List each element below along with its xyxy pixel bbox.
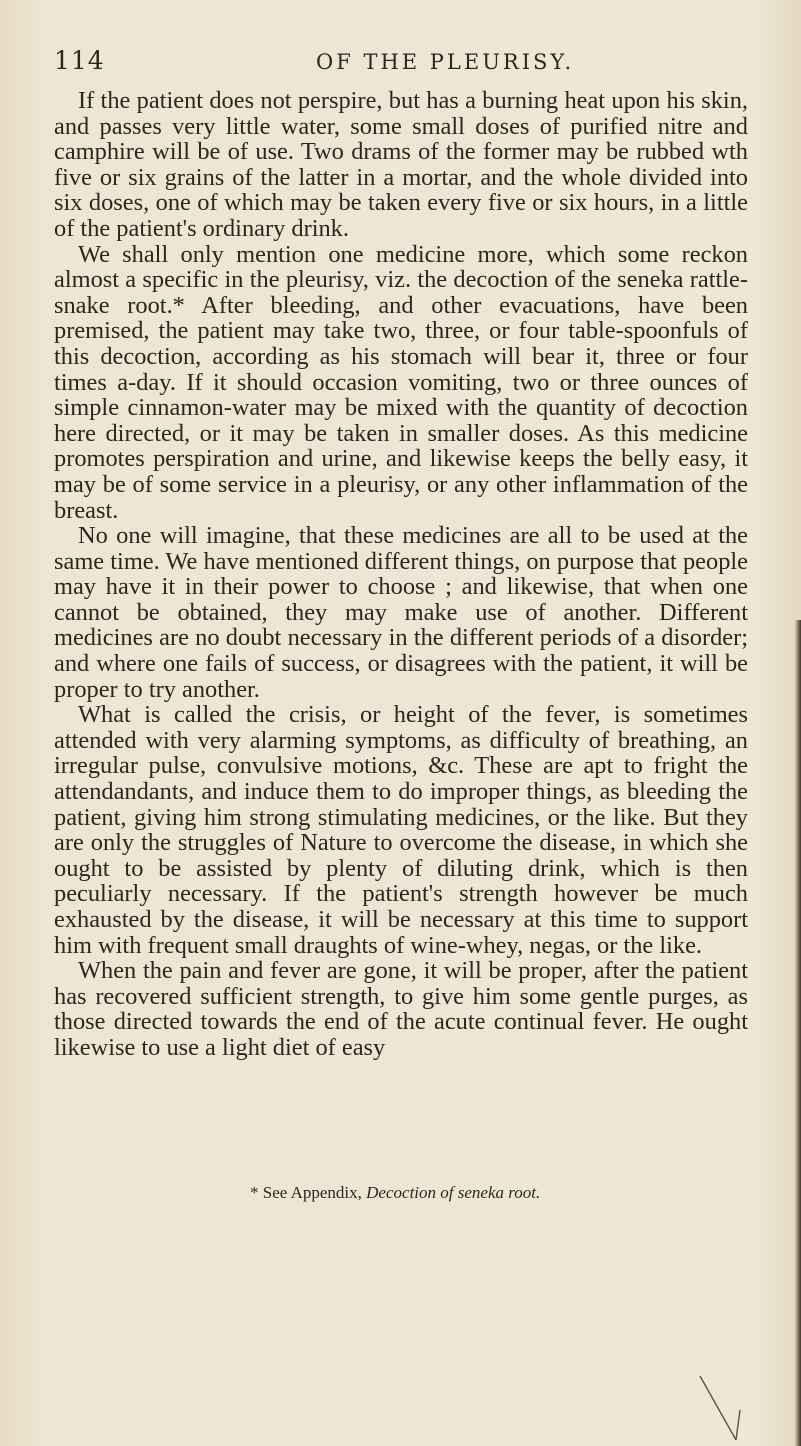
page-header [54,46,761,82]
footnote [250,1183,540,1203]
page-number: 114 [54,46,105,75]
paragraph: If the patient does not perspire, but has a burning heat upon his skin, and passes very little water, some small doses of purified nitre and camphire will be of use. Two drams of the former may be rubbed wth five or six grains of the latter in a mortar, and the whole divided into six doses, one of which may be taken every five or six hours, in a little of the patient's ordinary drink. [54,87,748,242]
footnote-prefix: * See Appendix, [250,1183,362,1202]
running-head: OF THE PLEURISY. [316,50,575,74]
page-scratch-mark [690,1370,750,1446]
paragraph: We shall only mention one medicine more, which some reckon almost a specific in the pleurisy, viz. the decoction of the seneka rattle-snake root.* After bleeding, and other evacuations, have been premised, the patient may take two, three, or four table-spoonfuls of this decoction, according as his stomach will bear it, three or four times a-day. If it should occasion vomiting, two or three ounces of simple cinnamon-water may be mixed with the quantity of decoction here directed, or it may be taken in smaller doses. As this medicine promotes perspiration and urine, and likewise keeps the belly easy, it may be of some service in a pleurisy, or any other inflammation of the breast. [54,240,748,524]
footnote-title: Decoction of seneka root. [366,1183,541,1202]
body-text [54,88,748,1061]
page-edge-shadow [795,620,801,1446]
paragraph: No one will imagine, that these medicines are all to be used at the same time. We have mentioned different things, on purpose that people may have it in their power to choose ; and likewise, that when one cannot be obtained, they may make use of another. Different medicines are no doubt necessary in the different periods of a disorder; and where one fails of success, or disagrees with the patient, it will be proper to try another. [54,522,748,703]
paragraph: What is called the crisis, or height of the fever, is sometimes attended with very alarming symptoms, as difficulty of breathing, an irregular pulse, convulsive motions, &c. These are apt to fright the attendandants, and induce them to do improper things, as bleeding the patient, giving him strong stimulating medicines, or the like. But they are only the struggles of Nature to overcome the disease, in which she ought to be assisted by plenty of diluting drink, which is then peculiarly necessary. If the patient's strength however be much exhausted by the disease, it will be necessary at this time to support him with frequent small draughts of wine-whey, negas, or the like. [54,701,748,959]
paragraph: When the pain and fever are gone, it will be proper, after the patient has recovered sufficient strength, to give him some gentle purges, as those directed towards the end of the acute continual fever. He ought likewise to use a light diet of easy [54,957,748,1061]
